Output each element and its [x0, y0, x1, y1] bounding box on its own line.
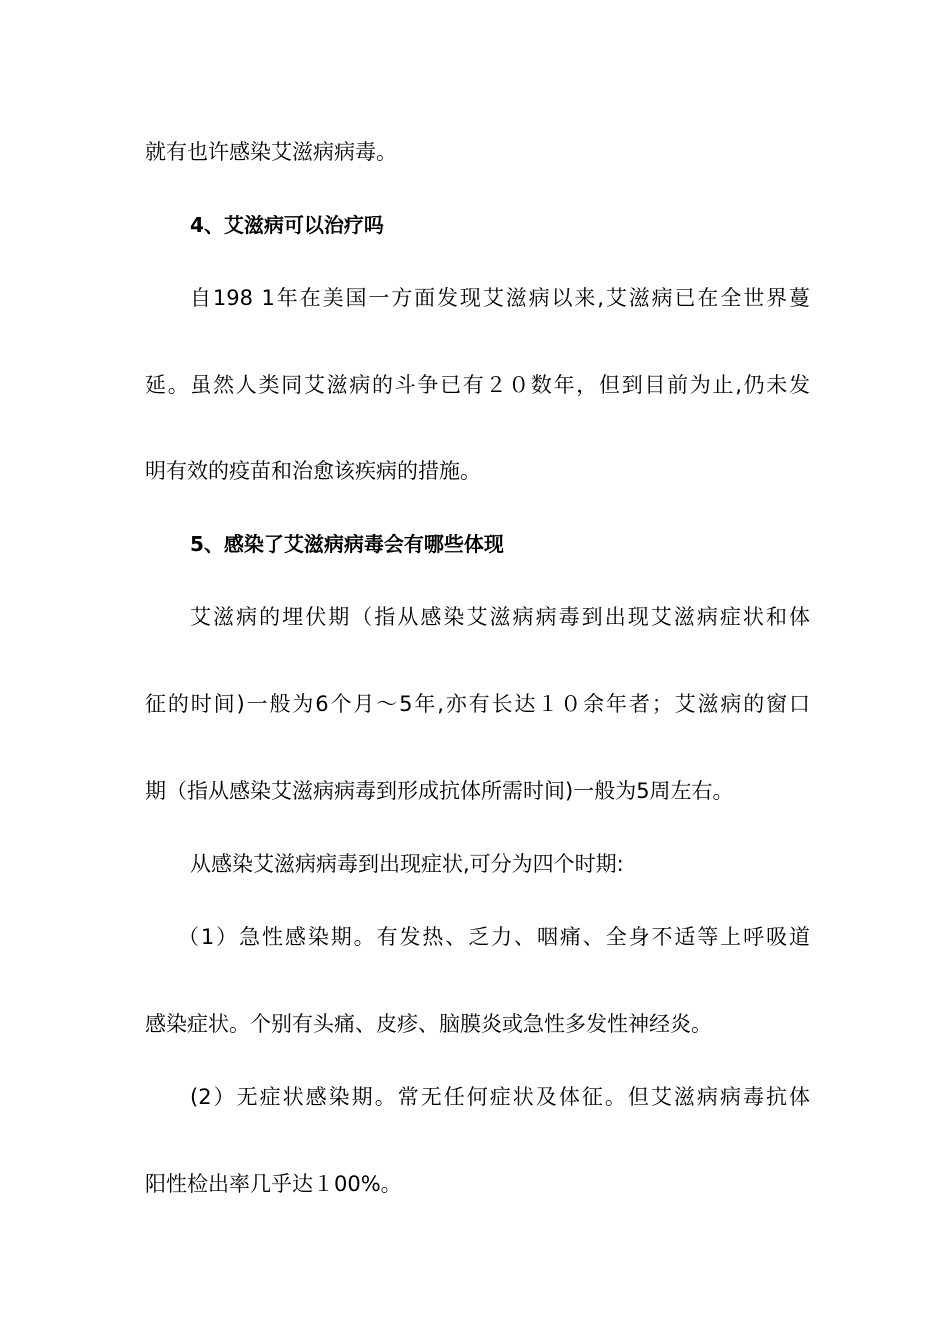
- paragraph-line: 就有也许感染艾滋病病毒。: [145, 140, 397, 164]
- paragraph-line: 明有效的疫苗和治愈该疾病的措施。: [145, 459, 481, 483]
- paragraph-line: 阳性检出率几乎达１00%。: [145, 1172, 402, 1196]
- paragraph-line: 艾滋病的埋伏期（指从感染艾滋病病毒到出现艾滋病症状和体: [190, 605, 810, 629]
- paragraph-line: （1）急性感染期。有发热、乏力、咽痛、全身不适等上呼吸道: [178, 925, 810, 949]
- section-heading-5: 5、感染了艾滋病病毒会有哪些体现: [190, 532, 504, 556]
- section-heading-4: 4、艾滋病可以治疗吗: [190, 213, 384, 237]
- paragraph-line: (2）无症状感染期。常无任何症状及体征。但艾滋病病毒抗体: [190, 1085, 810, 1109]
- paragraph-line: 期（指从感染艾滋病病毒到形成抗体所需时间)一般为5周左右。: [145, 779, 734, 803]
- paragraph-line: 延。虽然人类同艾滋病的斗争已有２０数年，但到目前为止,仍未发: [145, 373, 810, 397]
- paragraph-line: 自198 1年在美国一方面发现艾滋病以来,艾滋病已在全世界蔓: [190, 286, 810, 310]
- paragraph-line: 从感染艾滋病病毒到出现症状,可分为四个时期:: [190, 852, 624, 876]
- paragraph-line: 感染症状。个别有头痛、皮疹、脑膜炎或急性多发性神经炎。: [145, 1012, 712, 1036]
- paragraph-line: 征的时间)一般为6个月～5年,亦有长达１０余年者；艾滋病的窗口: [145, 692, 810, 716]
